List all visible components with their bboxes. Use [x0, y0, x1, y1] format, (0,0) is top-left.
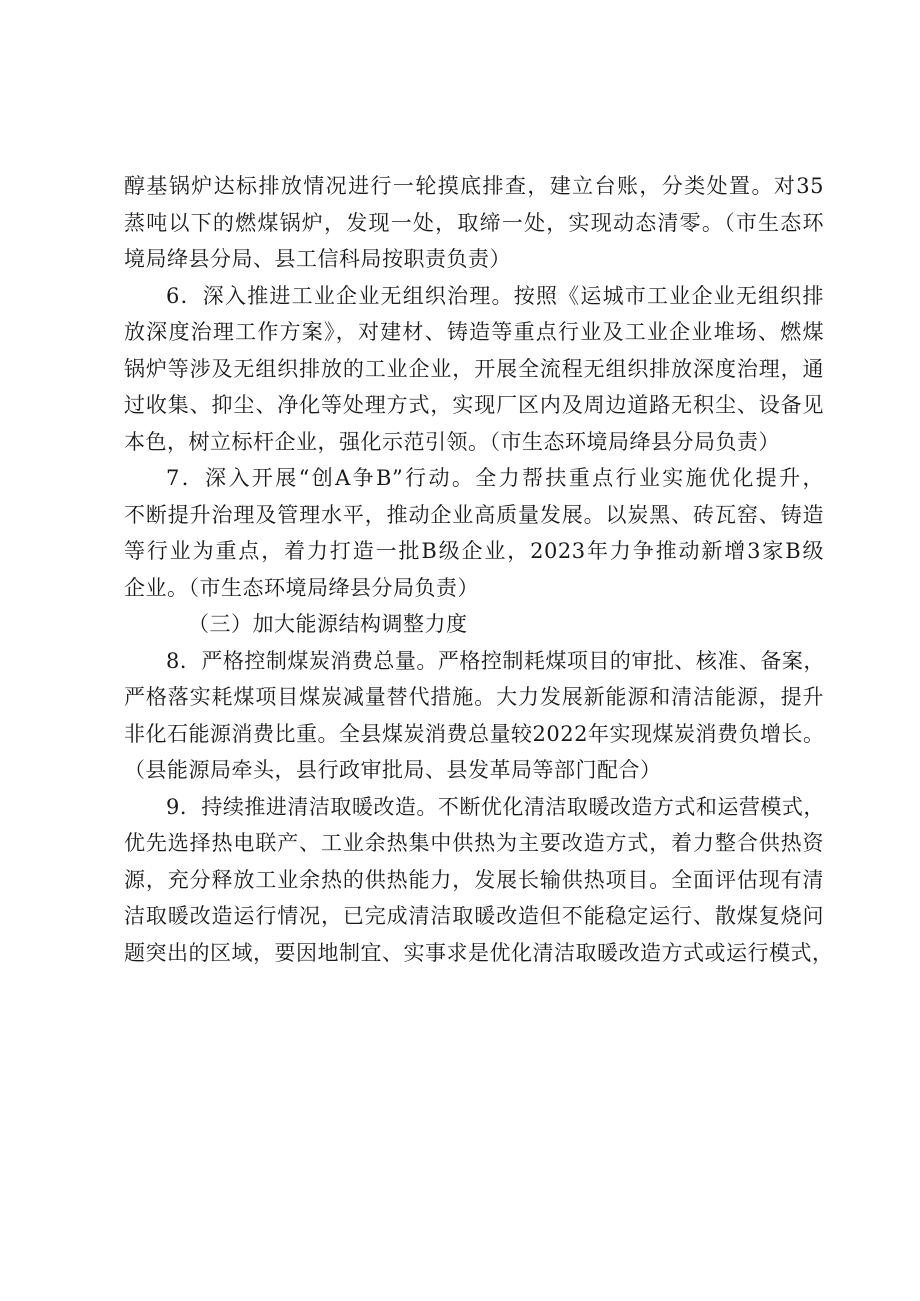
- text-line: （县能源局牵头，县行政审批局、县发革局等部门配合）: [124, 758, 662, 782]
- text-line: 企业。（市生态环境局绛县分局负责）: [124, 575, 479, 600]
- text-line: 源，充分释放工业余热的供热能力，发展长输供热项目。全面评估现有清: [124, 867, 824, 892]
- text-line: 7．深入开展“创A争B”行动。全力帮扶重点行业实施优化提升，: [166, 466, 824, 490]
- text-line: 优先选择热电联产、工业余热集中供热为主要改造方式，着力整合供热资: [124, 831, 824, 855]
- text-line: 9．持续推进清洁取暖改造。不断优化清洁取暖改造方式和运营模式，: [166, 794, 825, 819]
- section-heading-energy-structure: [124, 606, 824, 643]
- text-line: 非化石能源消费比重。全县煤炭消费总量较2022年实现煤炭消费负增长。: [124, 721, 825, 746]
- text-line: 洁取暖改造运行情况，已完成清洁取暖改造但不能稳定运行、散煤复烧问: [124, 904, 824, 928]
- paragraph-boiler-inspection: [124, 168, 824, 278]
- text-line: 不断提升治理及管理水平，推动企业高质量发展。以炭黑、砖瓦窑、铸造: [124, 502, 824, 527]
- text-line: 醇基锅炉达标排放情况进行一轮摸底排查，建立台账，分类处置。对35: [124, 174, 824, 198]
- paragraph-item-9: [124, 789, 834, 972]
- document-body: [124, 168, 834, 971]
- text-line: 放深度治理工作方案》，对建材、铸造等重点行业及工业企业堆场、燃煤: [124, 320, 824, 344]
- paragraph-item-7: [124, 460, 824, 606]
- text-line: 本色，树立标杆企业，强化示范引领。（市生态环境局绛县分局负责）: [124, 429, 780, 454]
- text-line: 过收集、抑尘、净化等处理方式，实现厂区内及周边道路无积尘、设备见: [124, 393, 824, 417]
- paragraph-item-6: [124, 278, 824, 461]
- text-line: 锅炉等涉及无组织排放的工业企业，开展全流程无组织排放深度治理，通: [124, 356, 824, 381]
- text-line: 8．严格控制煤炭消费总量。严格控制耗煤项目的审批、核准、备案，: [166, 648, 825, 673]
- paragraph-item-8: [124, 643, 824, 789]
- text-line: 境局绛县分局、县工信科局按职责负责）: [124, 247, 511, 271]
- text-line: 等行业为重点，着力打造一批B级企业，2023年力争推动新增3家B级: [124, 539, 824, 563]
- text-line: 严格落实耗煤项目煤炭减量替代措施。大力发展新能源和清洁能源，提升: [124, 685, 824, 709]
- text-line: 蒸吨以下的燃煤锅炉，发现一处，取缔一处，实现动态清零。（市生态环: [124, 210, 824, 235]
- text-line: 题突出的区域，要因地制宜、实事求是优化清洁取暖改造方式或运行模式，: [124, 940, 834, 965]
- text-line: 6．深入推进工业企业无组织治理。按照《运城市工业企业无组织排: [166, 283, 824, 308]
- text-line: （三）加大能源结构调整力度: [188, 612, 468, 636]
